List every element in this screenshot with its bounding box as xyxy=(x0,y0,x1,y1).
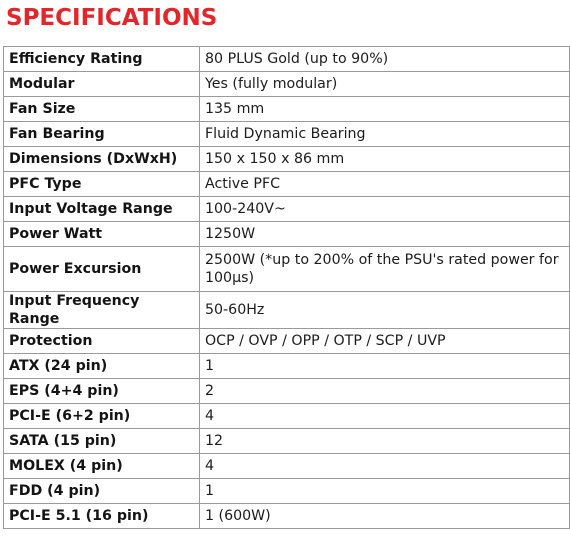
table-row xyxy=(4,172,570,197)
table-row xyxy=(4,292,570,329)
spec-value-dimensions: 150 x 150 x 86 mm xyxy=(200,147,570,172)
table-row xyxy=(4,354,570,379)
table-row xyxy=(4,222,570,247)
spec-value-fan-size: 135 mm xyxy=(200,97,570,122)
spec-value-input-voltage-range: 100-240V~ xyxy=(200,197,570,222)
table-row xyxy=(4,197,570,222)
spec-value-eps-4-4-pin: 2 xyxy=(200,379,570,404)
spec-label-atx-24-pin: ATX (24 pin) xyxy=(4,354,200,379)
spec-value-pci-e-5-1-16-pin: 1 (600W) xyxy=(200,504,570,529)
spec-label-pci-e-5-1-16-pin: PCI-E 5.1 (16 pin) xyxy=(4,504,200,529)
spec-label-pci-e-6-2-pin: PCI-E (6+2 pin) xyxy=(4,404,200,429)
table-row xyxy=(4,147,570,172)
spec-value-atx-24-pin: 1 xyxy=(200,354,570,379)
table-row xyxy=(4,122,570,147)
spec-value-pfc-type: Active PFC xyxy=(200,172,570,197)
spec-value-fan-bearing: Fluid Dynamic Bearing xyxy=(200,122,570,147)
table-row xyxy=(4,72,570,97)
spec-value-efficiency-rating: 80 PLUS Gold (up to 90%) xyxy=(200,47,570,72)
table-row xyxy=(4,47,570,72)
spec-value-fdd-4-pin: 1 xyxy=(200,479,570,504)
page-title: SPECIFICATIONS xyxy=(6,5,218,31)
spec-value-protection: OCP / OVP / OPP / OTP / SCP / UVP xyxy=(200,329,570,354)
spec-label-power-excursion: Power Excursion xyxy=(4,247,200,292)
table-row xyxy=(4,404,570,429)
table-row xyxy=(4,454,570,479)
spec-label-pfc-type: PFC Type xyxy=(4,172,200,197)
table-row xyxy=(4,429,570,454)
spec-value-power-watt: 1250W xyxy=(200,222,570,247)
specifications-table xyxy=(3,46,570,529)
spec-label-modular: Modular xyxy=(4,72,200,97)
spec-label-power-watt: Power Watt xyxy=(4,222,200,247)
spec-value-modular: Yes (fully modular) xyxy=(200,72,570,97)
spec-value-sata-15-pin: 12 xyxy=(200,429,570,454)
spec-label-eps-4-4-pin: EPS (4+4 pin) xyxy=(4,379,200,404)
spec-label-fan-bearing: Fan Bearing xyxy=(4,122,200,147)
table-row xyxy=(4,479,570,504)
spec-value-power-excursion: 2500W (*up to 200% of the PSU's rated power for 100µs) xyxy=(200,247,570,292)
spec-label-protection: Protection xyxy=(4,329,200,354)
spec-label-sata-15-pin: SATA (15 pin) xyxy=(4,429,200,454)
spec-label-fan-size: Fan Size xyxy=(4,97,200,122)
spec-label-fdd-4-pin: FDD (4 pin) xyxy=(4,479,200,504)
spec-label-input-frequency-range: Input Frequency Range xyxy=(4,292,200,329)
spec-value-input-frequency-range: 50-60Hz xyxy=(200,292,570,329)
spec-label-input-voltage-range: Input Voltage Range xyxy=(4,197,200,222)
spec-label-dimensions: Dimensions (DxWxH) xyxy=(4,147,200,172)
table-row xyxy=(4,379,570,404)
table-row xyxy=(4,97,570,122)
table-row xyxy=(4,329,570,354)
table-row xyxy=(4,247,570,292)
spec-value-molex-4-pin: 4 xyxy=(200,454,570,479)
spec-label-efficiency-rating: Efficiency Rating xyxy=(4,47,200,72)
table-row xyxy=(4,504,570,529)
spec-label-molex-4-pin: MOLEX (4 pin) xyxy=(4,454,200,479)
spec-value-pci-e-6-2-pin: 4 xyxy=(200,404,570,429)
